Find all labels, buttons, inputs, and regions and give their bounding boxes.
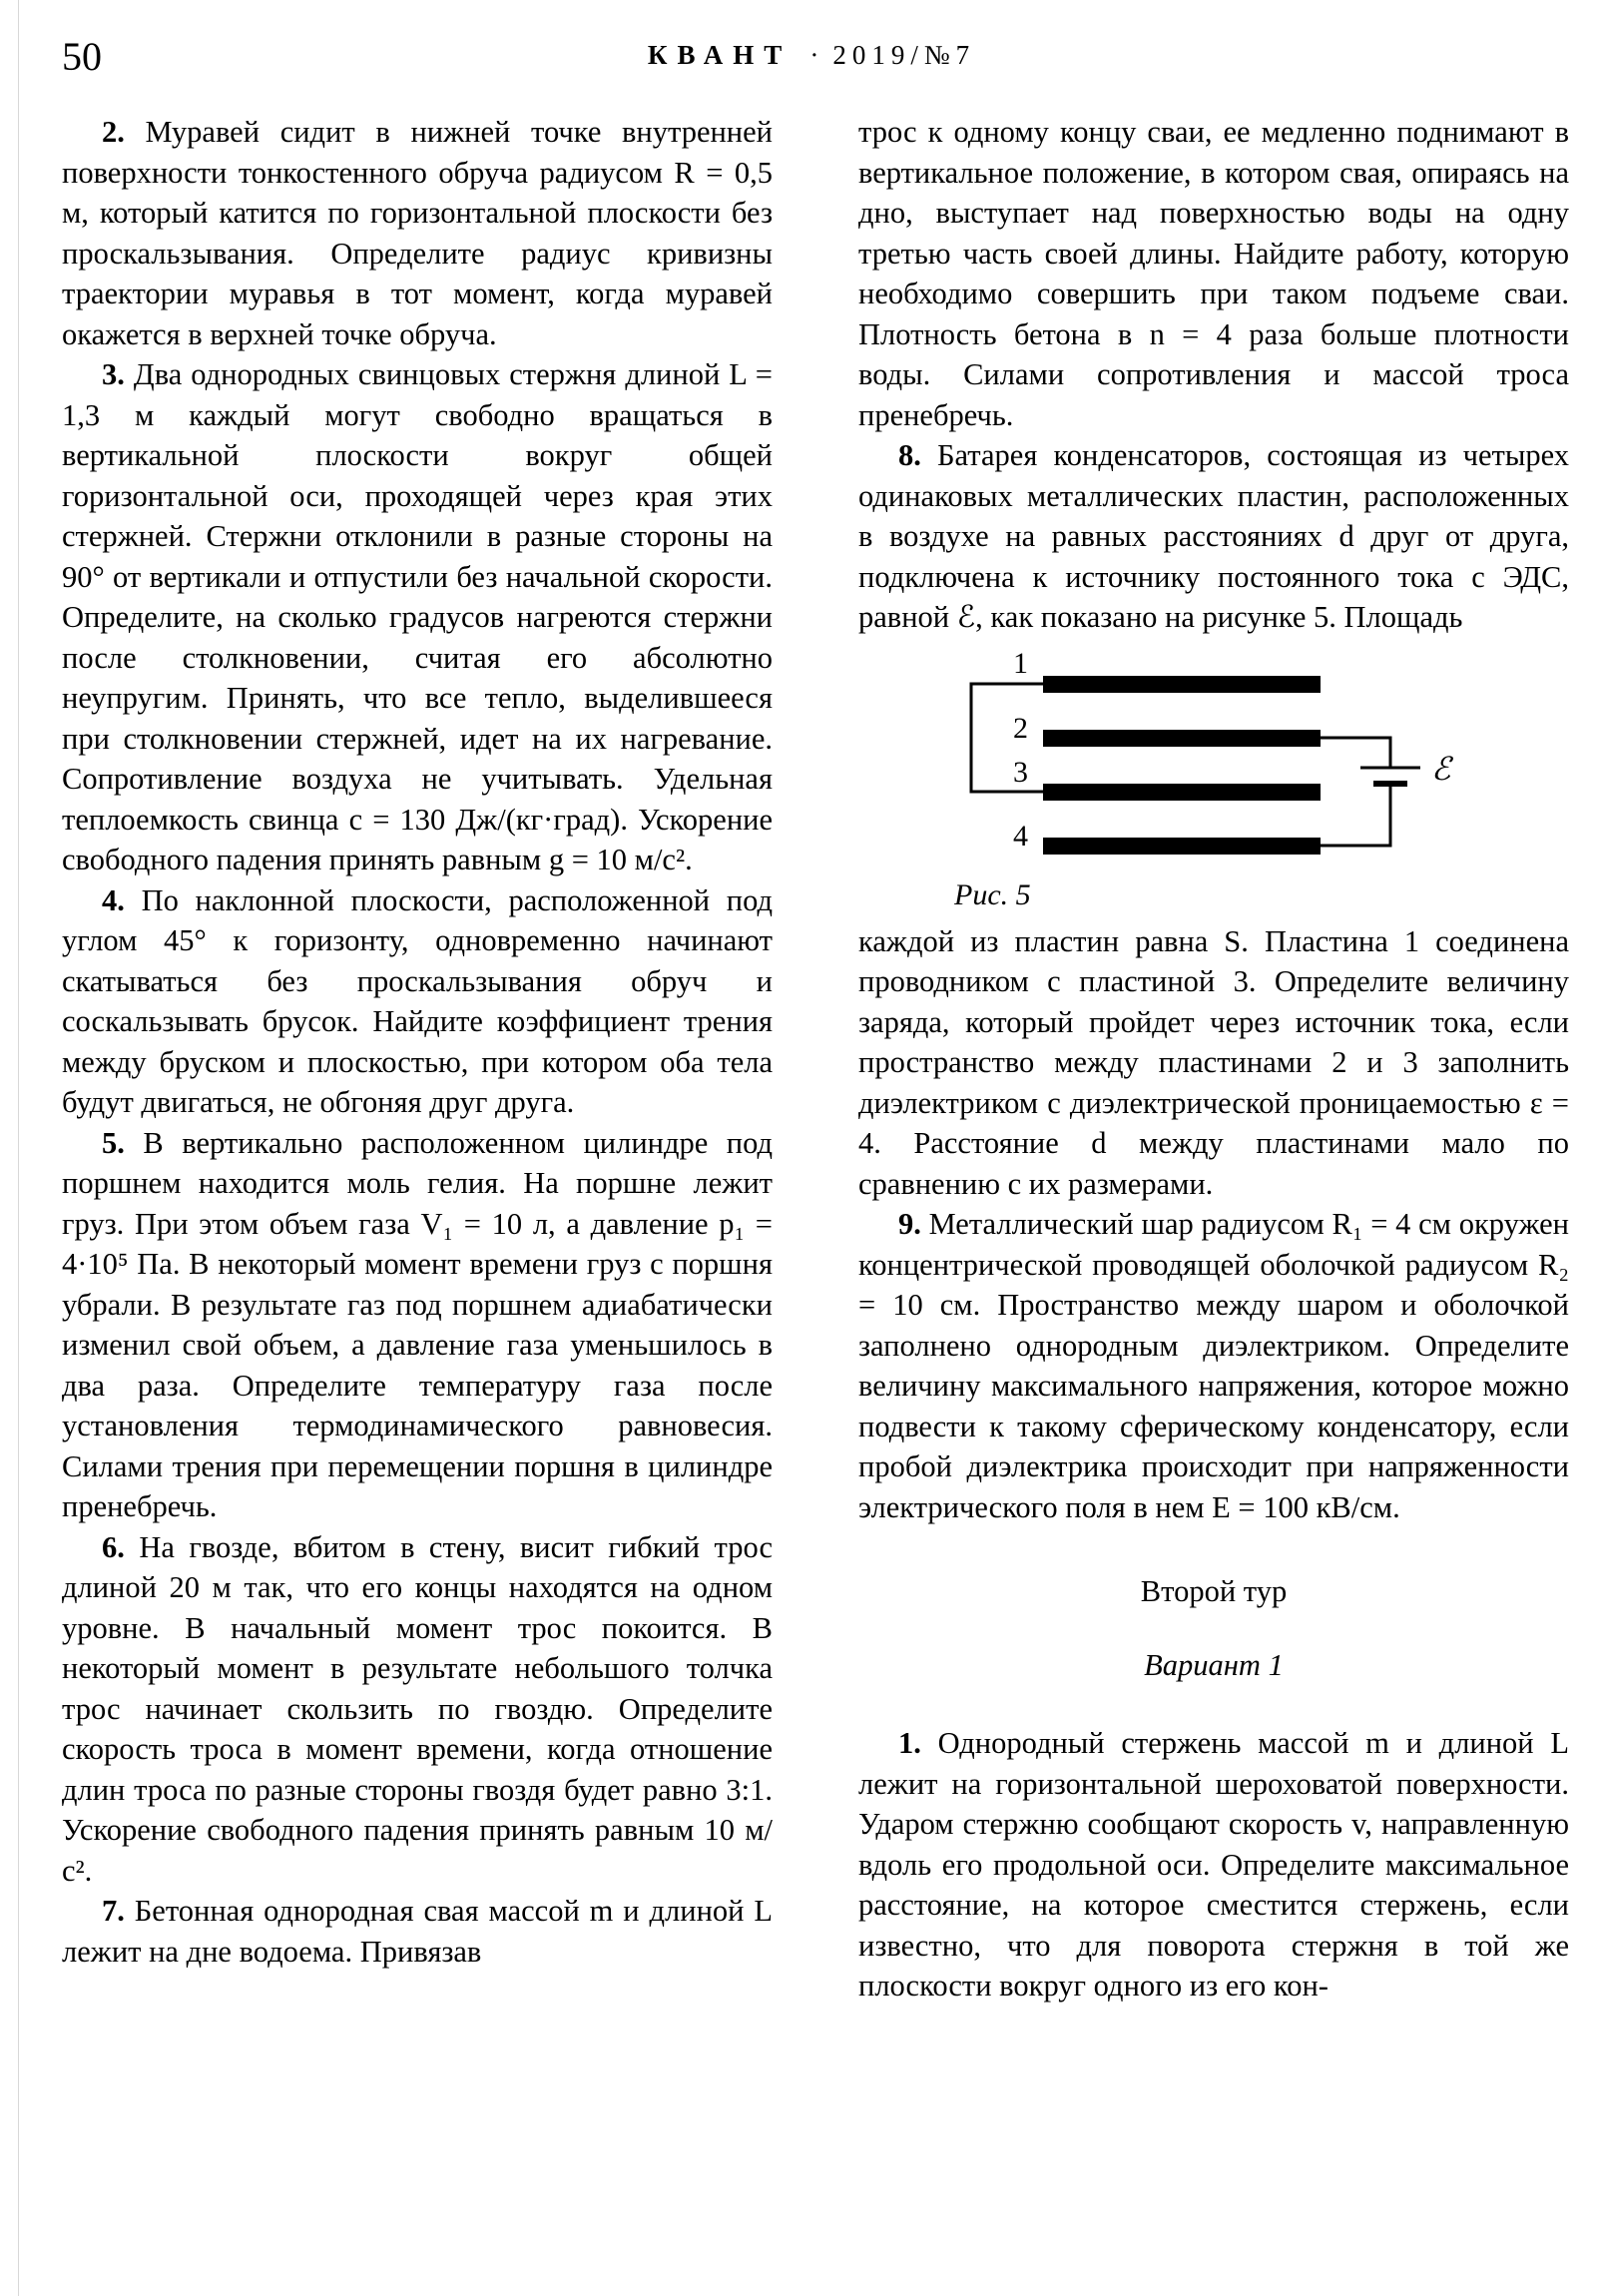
variant1-problem-1-number: 1.	[898, 1726, 921, 1760]
journal-issue: 2019/№7	[832, 40, 976, 70]
problem-8-text-before-figure: Батарея конденсаторов, состоящая из четырех одинаковых металлических пластин, расположенных в воздухе на равных расстояниях d друг от друга, подключена к источнику постоянного тока с ЭДС, равной ℰ, как показано на рисунке 5. Площадь	[858, 438, 1569, 634]
problem-7-continuation: трос к одному концу сваи, ее медленно поднимают в вертикальное положение, в котором свая, опираясь на дно, выступает над поверхностью воды на одну третью часть своей длины. Найдите работу, которую необходимо совершить при таком подъеме сваи. Плотность бетона в n = 4 раза больше плотности воды. Силами сопротивления и массой троса пренебречь.	[858, 115, 1569, 432]
problem-6	[62, 1527, 773, 1892]
journal-header-line	[62, 40, 1561, 71]
wire-plate2-battery	[1321, 738, 1390, 768]
page-header	[62, 34, 1561, 86]
wire-plate1-plate3	[971, 684, 1043, 792]
variant-heading: Вариант 1	[1144, 1648, 1284, 1682]
problem-8-after-figure: каждой из пластин равна S. Пластина 1 соединена проводником с пластиной 3. Определите величину заряда, который пройдет через источник тока, если пространство между пластинами 2 и 3 заполнить диэлектриком с диэлектрической проницаемостью ε = 4. Расстояние d между пластинами мало по сравнению с их размерами.	[858, 923, 1569, 1201]
round-heading: Второй тур	[1140, 1574, 1288, 1608]
problem-3-number: 3.	[102, 357, 125, 391]
problem-8-number: 8.	[898, 438, 921, 472]
problem-4-number: 4.	[102, 882, 125, 917]
plate-2-bar	[1043, 730, 1321, 747]
emf-label: ℰ	[1431, 750, 1451, 787]
problem-5-text: В вертикально расположенном цилиндре под поршнем находится моль гелия. На поршне лежит груз. При этом объем газа V₁ = 10 л, а давление p₁ = 4·10⁵ Па. В некоторый момент времени груз с поршня убрали. В результате газ под поршнем адиабатически изменил свой объем, а давление газа уменьшилось в два раза. Определите температуру газа после установления термодинамического равновесия. Силами трения при перемещении поршня в цилиндре пренебречь.	[62, 1125, 774, 1523]
capacitor-diagram	[858, 648, 1497, 871]
problem-9-number: 9.	[898, 1207, 921, 1241]
problem-4-text: По наклонной плоскости, расположенной под углом 45° к горизонту, одновременно начинают скатываться без проскальзывания обруч и соскальзывать брусок. Найдите коэффициент трения между бруском и плоскостью, при котором оба тела будут двигаться, не обгоняя друг друга.	[62, 882, 774, 1119]
problem-9	[858, 1204, 1569, 1527]
plate-3-bar	[1043, 784, 1321, 801]
problem-6-text: На гвозде, вбитом в стену, висит гибкий трос длиной 20 м так, что его концы находятся на одном уровне. В начальный момент трос покоится. В некоторый момент в результате небольшого толчка трос начинает скользить по гвоздю. Определите скорость троса в момент времени, когда отношение длин троса по разные стороны гвоздя будет равно 3:1. Ускорение свободного падения принять равным 10 м/с².	[62, 1529, 774, 1888]
page-number: 50	[62, 34, 102, 79]
problem-7-text-start: Бетонная однородная свая массой m и длиной L лежит на дне водоема. Привязав	[62, 1894, 773, 1969]
figure-5	[858, 648, 1569, 915]
plate-2-label: 2	[1013, 711, 1028, 745]
plate-1-label: 1	[1013, 647, 1028, 680]
problem-2	[62, 112, 773, 354]
problem-8-before-figure	[858, 435, 1569, 638]
problem-3-text: Два однородных свинцовых стержня длиной L = 1,3 м каждый могут свободно вращаться в вертикальной плоскости вокруг общей горизонтальной оси, проходящей через края этих стержней. Стержни отклонили в разные стороны на 90° от вертикали и отпустили без начальной скорости. Определите, на сколько градусов нагреются стержни после столкновении, считая его абсолютно неупругим. Принять, что все тепло, выделившееся при столкновении стержней, идет на их нагревание. Сопротивление воздуха не учитывать. Удельная теплоемкость свинца c = 130 Дж/(кг·град). Ускорение свободного падения принять равным g = 10 м/с².	[62, 357, 773, 876]
variant1-problem-1	[858, 1723, 1569, 2007]
variant1-problem-1-text: Однородный стержень массой m и длиной L лежит на горизонтальной шероховатой поверхности. Ударом стержню сообщают скорость v, направленную вдоль его продольной оси. Определите максимальное расстояние, на которое сместится стержень, если известно, что для поворота стержня в той же плоскости вокруг одного из его кон-	[858, 1726, 1569, 2003]
problem-4	[62, 880, 773, 1123]
problem-7-number: 7.	[102, 1894, 125, 1928]
plate-1-bar	[1043, 676, 1321, 693]
left-column	[62, 112, 773, 2007]
wire-battery-plate4	[1321, 784, 1390, 846]
right-column	[858, 112, 1569, 2007]
two-column-text	[62, 112, 1569, 2007]
plate-4-label: 4	[1013, 819, 1028, 853]
problem-2-text: Муравей сидит в нижней точке внутренней поверхности тонкостенного обруча радиусом R = 0,5 м, который катится по горизонтальной плоскости без проскальзывания. Определите радиус кривизны траектории муравья в тот момент, когда муравей окажется в верхней точке обруча.	[62, 115, 773, 351]
plate-3-label: 3	[1013, 755, 1028, 789]
problem-5	[62, 1123, 773, 1527]
figure-5-caption: Рис. 5	[954, 877, 1031, 911]
problem-2-number: 2.	[102, 115, 125, 149]
problem-9-text: Металлический шар радиусом R₁ = 4 см окружен концентрической проводящей оболочкой радиусом R₂ = 10 см. Пространство между шаром и оболочкой заполнено однородным диэлектриком. Определите величину максимального напряжения, которое можно подвести к такому сферическому конденсатору, если пробой диэлектрика происходит при напряженности электрического поля в нем E = 100 кВ/см.	[858, 1207, 1569, 1524]
problem-3	[62, 354, 773, 880]
header-separator: ·	[809, 40, 819, 70]
problem-7-start	[62, 1891, 773, 1972]
scan-edge-line	[18, 0, 19, 2296]
journal-title: КВАНТ	[647, 40, 793, 70]
problem-5-number: 5.	[102, 1125, 125, 1160]
problem-6-number: 6.	[102, 1529, 125, 1564]
plate-4-bar	[1043, 838, 1321, 855]
